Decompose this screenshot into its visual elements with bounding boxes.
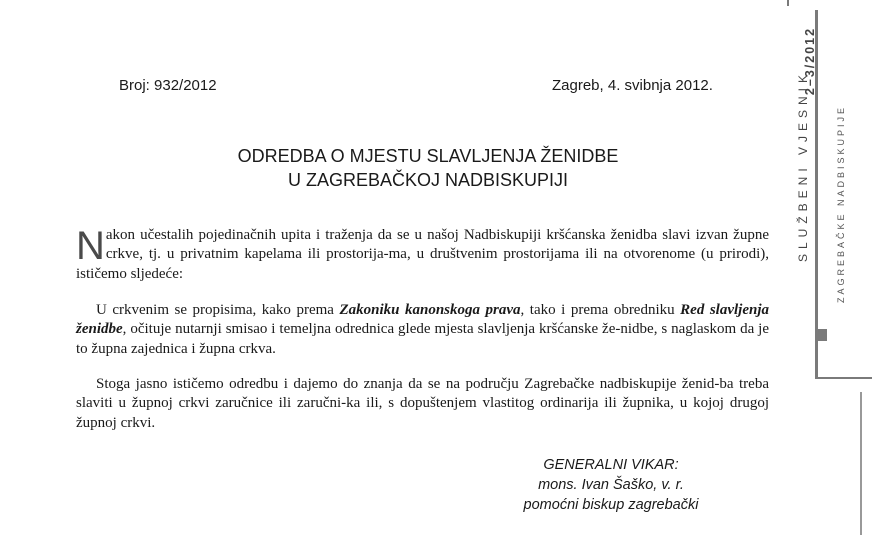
document-number: Broj: 932/2012 <box>119 77 217 94</box>
code-of-canon-law-ref: Zakoniku kanonskoga prava <box>339 302 521 318</box>
signature-name: mons. Ivan Šaško, v. r. <box>538 477 684 493</box>
signature-block <box>505 455 717 515</box>
paragraph-2-part-c: , očituje nutarnji smisao i temeljna odrednica glede mjesta slavljenja kršćanske že-nidbe, s naglaskom da je to župna zajednica i župna crkva. <box>76 321 769 357</box>
signature-role: pomoćni biskup zagrebački <box>523 497 699 513</box>
paragraph-1-text: akon učestalih pojedinačnih upita i traženja da se u našoj Nadbiskupiji kršćanska ženidba slavi izvan župne crkve, tj. u privatnim kapelama ili prostorija-ma, u društvenim prostorijama ili na otvorenome (u prirodi), ističemo sljedeće: <box>76 227 769 282</box>
drop-cap: N <box>76 224 105 268</box>
paragraph-2-part-a: U crkvenim se propisima, kako prema <box>96 302 340 318</box>
sidebar-top-rule <box>787 0 789 6</box>
sidebar-edge-rule <box>860 392 862 535</box>
paragraph-3: Stoga jasno ističemo odredbu i dajemo do znanja da se na području Zagrebačke nadbiskupije ženid-ba treba slaviti u župnoj crkvi zaručnice ili zaručni-ka ili, s dopuštenjem vlastitog ordinarija ili župnika, u kojoj drugoj župnoj crkvi. <box>76 376 769 431</box>
signature-title: GENERALNI VIKAR: <box>543 457 679 473</box>
title-line-2: U ZAGREBAČKOJ NADBISKUPIJI <box>287 170 569 190</box>
sidebar-marker <box>815 329 827 341</box>
issue-number: 2–3/2012 <box>803 26 817 96</box>
sidebar-horizontal-rule <box>815 377 872 379</box>
place-date: Zagreb, 4. svibnja 2012. <box>552 77 713 94</box>
journal-subtitle: ZAGREBAČKE NADBISKUPIJE <box>836 104 846 304</box>
paragraph-2 <box>76 301 769 359</box>
journal-name: SLUŽBENI VJESNIK <box>796 69 810 263</box>
paragraph-2-part-b: , tako i prema obredniku <box>520 302 681 318</box>
marriage-rite-ref: Red slavljenja ženidbe <box>76 302 769 338</box>
document-title <box>200 144 656 192</box>
paragraph-1 <box>76 226 769 284</box>
title-line-1: ODREDBA O MJESTU SLAVLJENJA ŽENIDBE <box>237 146 619 166</box>
